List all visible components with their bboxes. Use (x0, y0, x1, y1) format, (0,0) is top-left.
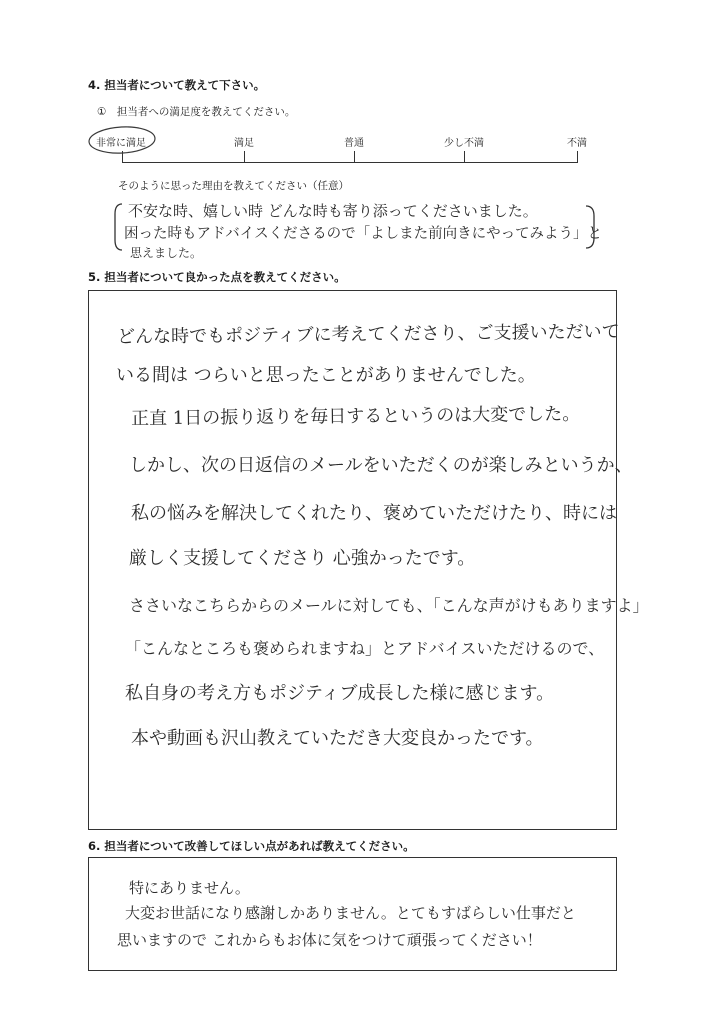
scale-tick (464, 151, 465, 163)
good-line-3: 正直 1日の振り返りを毎日するというのは大変でした。 (130, 403, 581, 430)
good-points-box (88, 290, 649, 830)
scale-tick (244, 151, 245, 163)
good-line-7: ささいなこちらからのメールに対しても、「こんな声がけもありますよ」 (129, 596, 649, 615)
scale-neutral[interactable]: 普通 (344, 138, 364, 149)
good-line-9: 私自身の考え方もポジティブ成長した様に感じます。 (125, 683, 555, 704)
good-line-1: どんな時でもポジティブに考えてくださり、ご支援いただいて (116, 321, 620, 348)
reason-prompt: そのように思った理由を教えてください（任意） (118, 180, 349, 192)
section-6-heading: 6. 担当者について改善してほしい点があれば教えてください。 (88, 839, 415, 853)
scale-tick (354, 151, 355, 163)
good-line-4: しかし、次の日返信のメールをいただくのが楽しみというか、 (129, 455, 633, 476)
section-5-heading: 5. 担当者について良かった点を教えてください。 (88, 270, 346, 284)
hand-drawn-circle-mark (86, 124, 158, 156)
good-line-2: いる間は つらいと思ったことがありませんでした。 (116, 365, 536, 386)
good-line-6: 厳しく支援してくださり 心強かったです。 (129, 548, 476, 569)
scale-line (122, 162, 578, 163)
scale-very-satisfied[interactable]: 非常に満足 (96, 138, 146, 149)
scale-satisfied[interactable]: 満足 (234, 138, 254, 149)
good-line-8: 「こんなところも褒められますね」とアドバイスいただけるので、 (125, 639, 605, 658)
reason-line-1: 不安な時、嬉しい時 どんな時も寄り添ってくださいました。 (128, 202, 538, 220)
good-line-10: 本や動画も沢山教えていただき大変良かったです。 (131, 728, 544, 749)
reason-line-2: 困った時もアドバイスくださるので「よしまた前向きにやってみよう」と (124, 226, 603, 242)
satisfaction-question: ① 担当者への満足度を教えてください。 (97, 106, 296, 118)
improve-line-3: 思いますので これからもお体に気をつけて頑張ってください！ (117, 931, 542, 949)
scale-dissatisfied[interactable]: 不満 (567, 138, 587, 149)
reason-line-3: 思えました。 (130, 246, 203, 260)
good-line-5: 私の悩みを解決してくれたり、褒めていただけたり、時には (131, 503, 617, 524)
scale-slightly-dissatisfied[interactable]: 少し不満 (444, 138, 484, 149)
improve-line-1: 特にありません。 (129, 879, 250, 897)
improvement-box (88, 857, 617, 971)
scale-tick (577, 151, 578, 163)
section-4-heading: 4. 担当者について教えて下さい。 (88, 78, 266, 92)
improve-line-2: 大変お世話になり感謝しかありません。とてもすばらしい仕事だと (125, 904, 576, 922)
